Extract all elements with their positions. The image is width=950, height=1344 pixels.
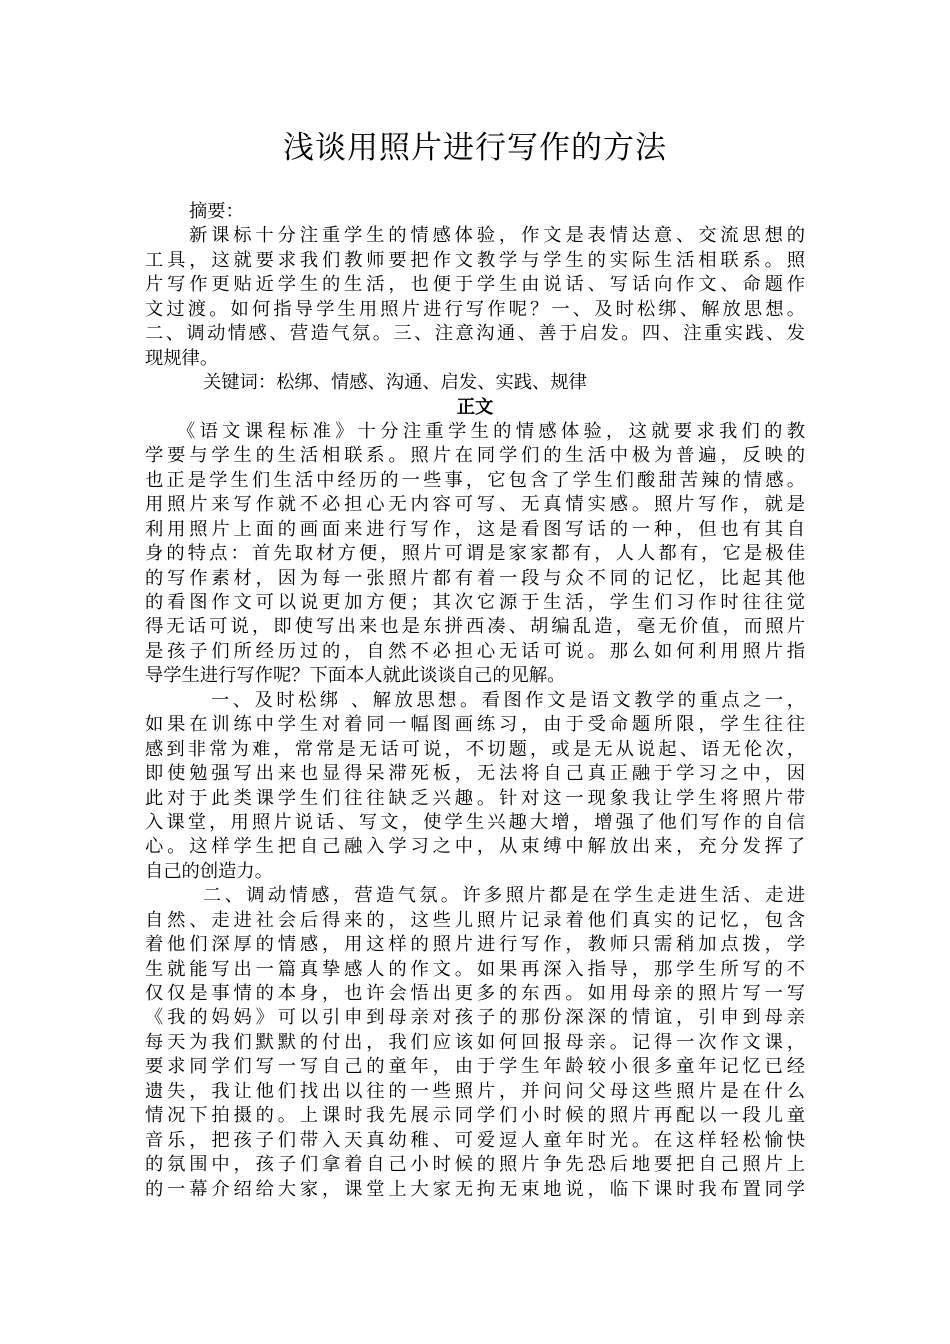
paragraph-line: 即使勉强写出来也显得呆滞死板，无法将自己真正融于学习之中，因 [145, 763, 805, 785]
document-title: 浅谈用照片进行写作的方法 [283, 130, 667, 166]
abstract-line: 新课标十分注重学生的情感体验，作文是表情达意、交流思想的 [189, 225, 805, 247]
paragraph-line: 自然、走进社会后得来的，这些儿照片记录着他们真实的记忆，包含 [145, 909, 805, 931]
abstract-line: 工具，这就要求我们教师要把作文教学与学生的实际生活相联系。照 [145, 249, 805, 271]
intro-paragraph [145, 420, 805, 689]
body-heading: 正文 [456, 396, 494, 418]
paragraph-line: 情况下拍摄的。上课时我先展示同学们小时候的照片再配以一段儿童 [145, 1105, 805, 1127]
abstract-line: 文过渡。如何指导学生用照片进行写作呢？一、及时松绑、解放思想。 [145, 298, 805, 320]
document-body [145, 200, 805, 1202]
paragraph-line: 《我的妈妈》可以引申到母亲对孩子的那份深深的情谊，引申到母亲 [145, 1007, 805, 1029]
paragraph-line: 生就能写出一篇真挚感人的作文。如果再深入指导，那学生所写的不 [145, 958, 805, 980]
paragraph-line: 的看图作文可以说更加方便；其次它源于生活，学生们习作时往往觉 [145, 592, 805, 613]
abstract-paragraph [145, 224, 805, 371]
paragraph-line: 心。这样学生把自己融入学习之中，从束缚中解放出来，充分发挥了 [145, 836, 805, 858]
paragraph-line: 也正是学生们生活中经历的一些事，它包含了学生们酸甜苦辣的情感。 [145, 469, 805, 491]
abstract-line: 片写作更贴近学生的生活，也便于学生由说话、写话向作文、命题作 [145, 274, 805, 296]
paragraph-line: 的一幕介绍给大家，课堂上大家无拘无束地说，临下课时我布置同学 [145, 1178, 805, 1200]
paragraph-line: 得无话可说，即使写出来也是东拼西凑、胡编乱造，毫无价值，而照片 [145, 616, 805, 638]
paragraph-line: 感到非常为难，常常是无话可说，不切题，或是无从说起、语无伦次， [145, 738, 805, 760]
paragraph-line: 的氛围中，孩子们拿着自己小时候的照片争先恐后地要把自己照片上 [145, 1154, 805, 1176]
paragraph-line: 遗失，我让他们找出以往的一些照片，并问问父母这些照片是在什么 [145, 1080, 805, 1102]
abstract-line: 现规律。 [145, 347, 219, 369]
paragraph-line: 身的特点：首先取材方便，照片可谓是家家都有，人人都有，它是极佳 [145, 543, 805, 565]
paragraph-line: 仅仅是事情的本身，也许会悟出更多的东西。如用母亲的照片写一写 [145, 983, 805, 1004]
paragraph-line: 用照片来写作就不必担心无内容可写、无真情实感。照片写作，就是 [145, 494, 805, 516]
paragraph-line: 利用照片上面的画面来进行写作，这是看图写话的一种，但也有其自 [145, 518, 805, 540]
paragraph-line: 是孩子们所经历过的，自然不必担心无话可说。那么如何利用照片指 [145, 640, 805, 662]
paragraph-line: 学要与学生的生活相联系。照片在同学们的生活中极为普遍，反映的 [145, 445, 805, 467]
paragraph-line: 自己的创造力。 [145, 860, 273, 882]
paragraph-line: 二、调动情感，营造气氛。许多照片都是在学生走进生活、走进 [203, 885, 805, 907]
section-1-paragraph [145, 689, 805, 885]
paragraph-line: 《语文课程标准》十分注重学生的情感体验，这就要求我们的教 [177, 420, 805, 442]
paragraph-line: 音乐，把孩子们带入天真幼稚、可爱逗人童年时光。在这样轻松愉快 [145, 1129, 805, 1151]
paragraph-line: 如果在训练中学生对着同一幅图画练习，由于受命题所限，学生往往 [145, 714, 805, 736]
section-2-paragraph [145, 884, 805, 1202]
keywords-line: 关键词：松绑、情感、沟通、启发、实践、规律 [203, 372, 587, 394]
abstract-label: 摘要： [189, 201, 244, 222]
paragraph-line: 一、及时松绑 、解放思想。看图作文是语文教学的重点之一， [211, 689, 805, 711]
paragraph-line: 着他们深厚的情感，用这样的照片进行写作，教师只需稍加点拨，学 [145, 934, 805, 956]
paragraph-line: 导学生进行写作呢？下面本人就此谈谈自己的见解。 [145, 665, 566, 687]
paragraph-line: 的写作素材，因为每一张照片都有着一段与众不同的记忆，比起其他 [145, 567, 805, 589]
abstract-line: 二、调动情感、营造气氛。三、注意沟通、善于启发。四、注重实践、发 [145, 323, 805, 345]
paragraph-line: 要求同学们写一写自己的童年，由于学生年龄较小很多童年记忆已经 [145, 1056, 805, 1078]
paragraph-line: 入课堂，用照片说话、写文，使学生兴趣大增，增强了他们写作的自信 [145, 811, 805, 833]
paragraph-line: 此对于此类课学生们往往缺乏兴趣。针对这一现象我让学生将照片带 [145, 787, 805, 809]
paragraph-line: 每天为我们默默的付出，我们应该如何回报母亲。记得一次作文课， [145, 1031, 805, 1053]
